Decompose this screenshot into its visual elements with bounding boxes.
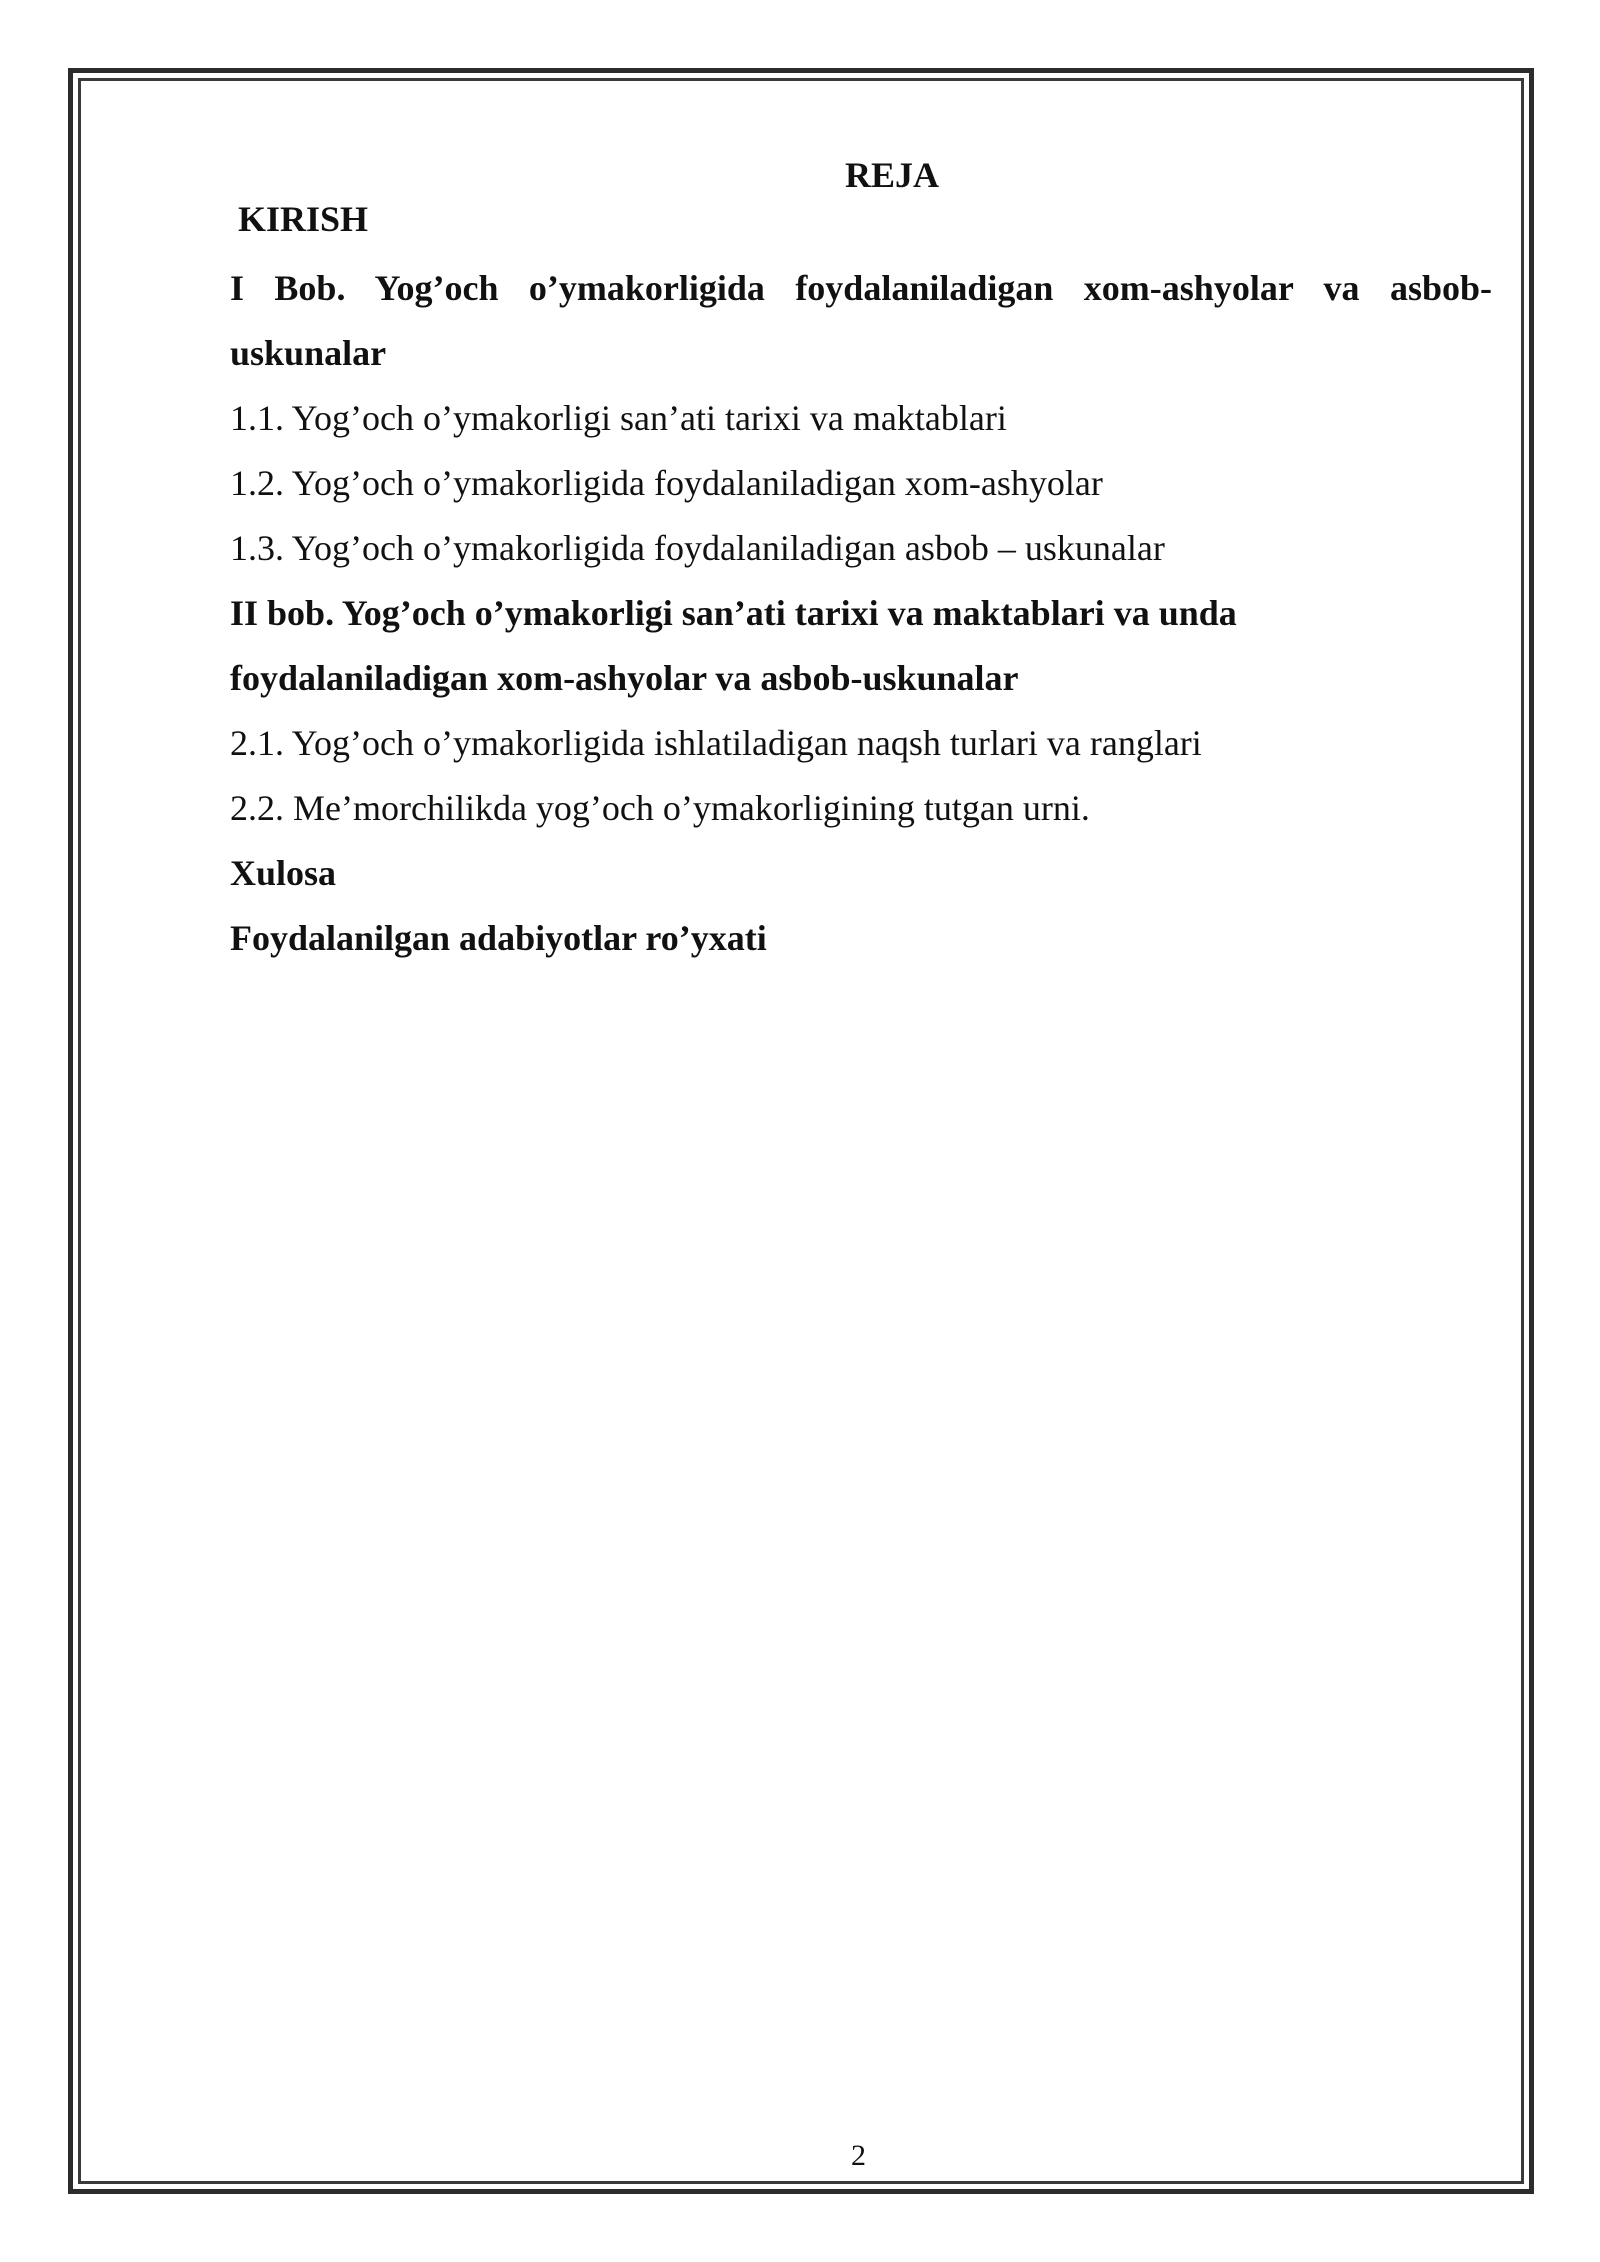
toc-section-1-1: 1.1. Yog’och o’ymakorligi san’ati tarixi va maktablari: [230, 398, 1007, 438]
page-title: [230, 150, 1490, 200]
table-of-contents: [230, 256, 1492, 971]
toc-chapter-2: II bob. Yog’och o’ymakorligi san’ati tarixi va maktablari va unda foydalaniladigan xom-ashyolar va asbob-uskunalar: [230, 593, 1237, 698]
toc-section-1-3: 1.3. Yog’och o’ymakorligida foydalaniladigan asbob – uskunalar: [230, 528, 1165, 568]
page-title-text: REJA: [845, 155, 940, 195]
toc-section-2-2: 2.2. Me’morchilikda yog’och o’ymakorligining tutgan urni.: [230, 788, 1090, 828]
intro-heading: KIRISH: [238, 199, 369, 239]
toc-chapter-1: I Bob. Yog’och o’ymakorligida foydalaniladigan xom-ashyolar va asbob-uskunalar: [230, 268, 1492, 373]
toc-conclusion: Xulosa: [230, 853, 337, 893]
page-number: [0, 2136, 1600, 2176]
page-number-text: 2: [851, 2139, 866, 2172]
toc-section-1-2: 1.2. Yog’och o’ymakorligida foydalaniladigan xom-ashyolar: [230, 463, 1103, 503]
toc-section-2-1: 2.1. Yog’och o’ymakorligida ishlatiladigan naqsh turlari va ranglari: [230, 723, 1202, 763]
toc-bibliography: Foydalanilgan adabiyotlar ro’yxati: [230, 918, 767, 958]
